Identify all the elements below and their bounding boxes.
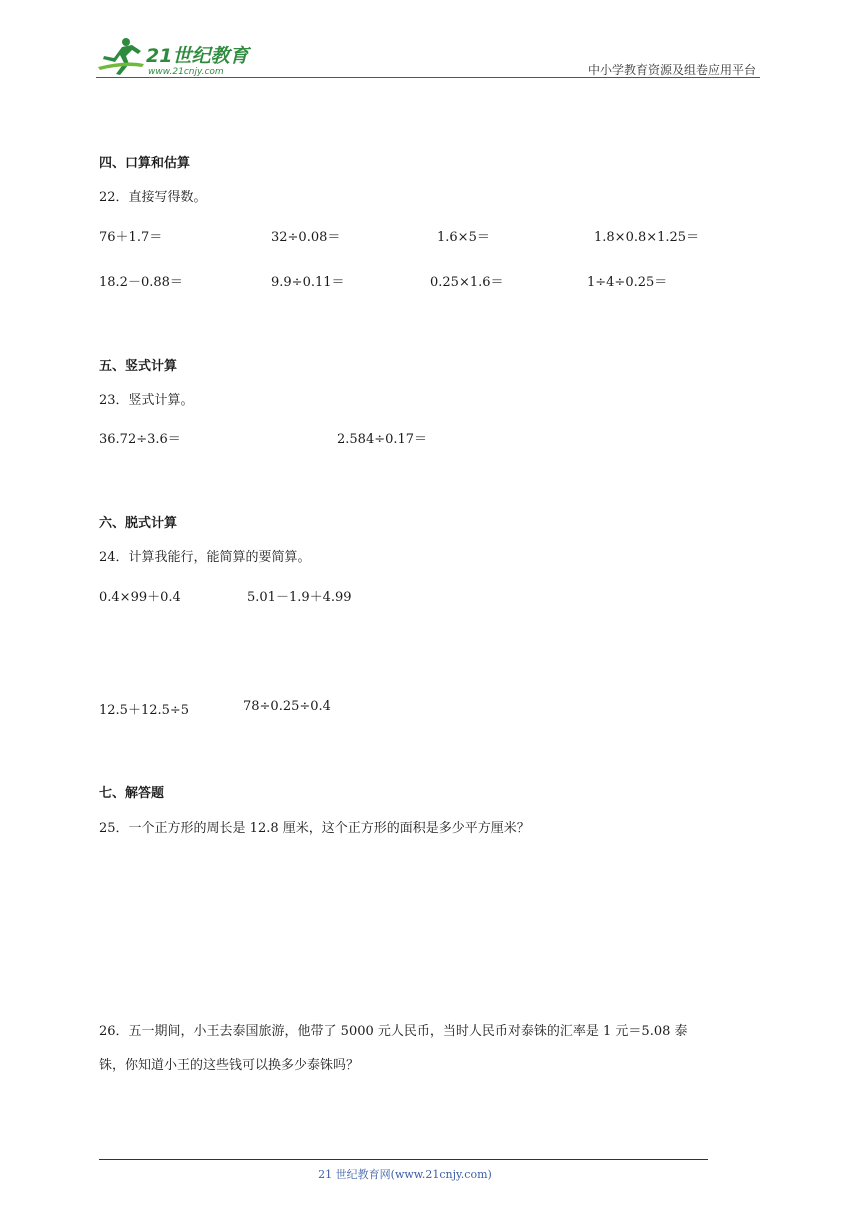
question-23: 23．竖式计算。: [99, 393, 194, 408]
site-logo: [96, 34, 266, 78]
question-26-line-1: 26．五一期间，小王去泰国旅游，他带了 5000 元人民币，当时人民币对泰铢的汇率是 1 元＝5.08 泰: [99, 1024, 688, 1039]
expr-22-8: 1÷4÷0.25＝: [587, 275, 668, 290]
expr-22-2: 32÷0.08＝: [271, 230, 341, 245]
expr-22-1: 76＋1.7＝: [99, 230, 163, 245]
expr-22-6: 9.9÷0.11＝: [271, 275, 345, 290]
section-5-title: 五、竖式计算: [99, 359, 178, 374]
expr-22-7: 0.25×1.6＝: [430, 275, 504, 290]
section-6-title: 六、脱式计算: [99, 516, 178, 531]
logo-url: www.21cnjy.com: [148, 67, 224, 77]
expr-23-1: 36.72÷3.6＝: [99, 432, 181, 447]
expr-24-2: 5.01－1.9＋4.99: [247, 590, 352, 605]
expr-22-4: 1.8×0.8×1.25＝: [594, 230, 700, 245]
question-25: 25．一个正方形的周长是 12.8 厘米，这个正方形的面积是多少平方厘米？: [99, 821, 530, 836]
logo-text: 21世纪教育: [146, 45, 249, 67]
expr-24-3: 12.5＋12.5÷5: [99, 703, 190, 718]
footer-site-link[interactable]: 21 世纪教育网(www.21cnjy.com): [318, 1168, 492, 1181]
expr-22-3: 1.6×5＝: [437, 230, 490, 245]
question-22: 22．直接写得数。: [99, 190, 207, 205]
expr-23-2: 2.584÷0.17＝: [337, 432, 428, 447]
section-4-title: 四、口算和估算: [99, 156, 191, 171]
section-7-title: 七、解答题: [99, 786, 165, 801]
footer-divider: [99, 1159, 708, 1160]
header-divider: [96, 77, 760, 78]
expr-24-1: 0.4×99＋0.4: [99, 590, 181, 605]
expr-24-4: 78÷0.25÷0.4: [243, 699, 331, 714]
header-platform-text: 中小学教育资源及组卷应用平台: [587, 63, 756, 77]
question-26-line-2: 铢，你知道小王的这些钱可以换多少泰铢吗？: [99, 1058, 360, 1073]
question-24: 24．计算我能行，能简算的要简算。: [99, 550, 311, 565]
runner-icon: [98, 38, 144, 75]
expr-22-5: 18.2－0.88＝: [99, 275, 183, 290]
